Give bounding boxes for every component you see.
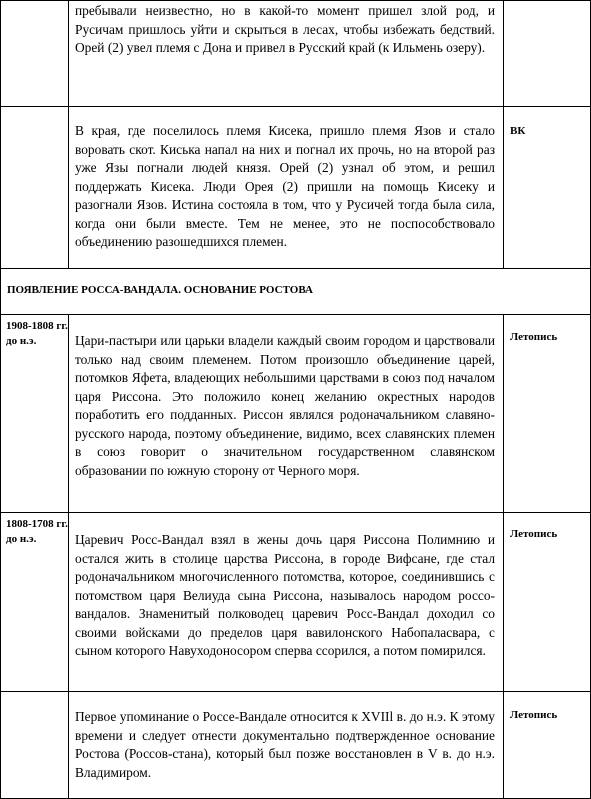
source-cell	[504, 107, 591, 269]
text-cell	[69, 107, 504, 269]
source-label: Летопись	[510, 709, 558, 721]
date-label: 1808-1708 гг. до н.э.	[6, 518, 68, 545]
entry-text: Цари-пастыри или царьки владели каждый своим городом и царствовали только над своим племенем. Потом произошло объединение царей, потомков Яфета, владеющих небольшими царствами в союз под началом царя Риссона. Это положило конец желанию окрестных народов поработить его подданных. Риссон являлся родоначальником славяно-русского народа, поэтому объединение, видимо, всех славянских племен в союз говорит о значительном государственном славянском образовании по южную сторону от Черного моря.	[75, 333, 495, 478]
date-cell	[1, 513, 69, 692]
entry-text: Первое упоминание о Россе-Вандале относится к XVIIl в. до н.э. К этому времени и следует отнести документально подтвержденное основание Ростова (Россов-стана), который был позже восстановлен в V в. до н.э. Владимиром.	[75, 709, 495, 780]
table-row	[1, 692, 591, 799]
entry-text: Царевич Росс-Вандал взял в жены дочь царя Риссона Полимнию и остался жить в столице царства Риссона, в городе Вифсане, где стал родоначальником многочисленного потомства, которое, соединившись с потомством царя Велиуда сына Риссона, называлось народом россо-вандалов. Знаменитый полководец царевич Росс-Вандал доходил со своими войсками до пределов царя вавилонского Набопаласвара, с сыном которого Навуходоносором сперва ссорился, а потом помирился.	[75, 532, 495, 658]
section-heading-cell	[1, 269, 591, 315]
source-label: Летопись	[510, 331, 558, 343]
text-cell	[69, 315, 504, 513]
table-row	[1, 513, 591, 692]
table-row	[1, 315, 591, 513]
date-cell	[1, 1, 69, 107]
table-row	[1, 1, 591, 107]
section-heading-row	[1, 269, 591, 315]
date-cell	[1, 315, 69, 513]
source-cell	[504, 1, 591, 107]
source-cell	[504, 513, 591, 692]
source-label: Летопись	[510, 528, 558, 540]
source-cell	[504, 315, 591, 513]
source-label: ВК	[510, 125, 526, 137]
section-heading: ПОЯВЛЕНИЕ РОССА-ВАНДАЛА. ОСНОВАНИЕ РОСТОВА	[7, 284, 313, 296]
date-cell	[1, 692, 69, 799]
text-cell	[69, 1, 504, 107]
date-cell	[1, 107, 69, 269]
text-cell	[69, 692, 504, 799]
entry-text: В края, где поселилось племя Кисека, пришло племя Язов и стало воровать скот. Киська напал на них и погнал их прочь, но на второй раз уже Язы погнали людей князя. Орей (2) узнал об этом, и решил поддержать Кисека. Люди Орея (2) пришли на помощь Кисеку и разогнали Язов. Истина состояла в том, что у Русичей тогда была сила, когда они были вместе. Тем не менее, это не поспособствовало объединению разошедшихся племен.	[75, 123, 495, 249]
text-cell	[69, 513, 504, 692]
table-row	[1, 107, 591, 269]
date-label: 1908-1808 гг. до н.э.	[6, 320, 68, 347]
source-cell	[504, 692, 591, 799]
entry-text: пребывали неизвестно, но в какой-то момент пришел злой род, и Русичам пришлось уйти и скрыться в лесах, чтобы избежать бедствий. Орей (2) увел племя с Дона и привел в Русский край (к Ильмень озеру).	[75, 3, 495, 55]
